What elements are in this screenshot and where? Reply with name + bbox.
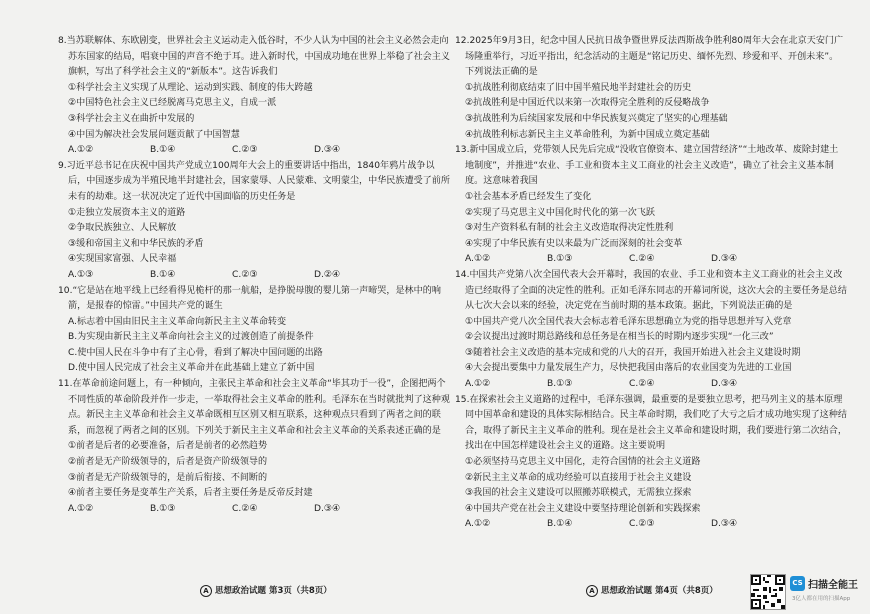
left-column: [58, 34, 450, 517]
question-q13: [455, 143, 847, 268]
question-option: ④前者主要任务是变革生产关系，后者主要任务是反帝反封建: [68, 488, 313, 499]
question-option: ③我国的社会主义建设可以照搬苏联模式，无需独立探索: [465, 488, 692, 499]
question-stem: 11.在革命前途问题上，有一种倾向，主张民主革命和社会主义革命“毕其功于一役”，企图把两个不同性质的革命阶段并作一步走，一举取得社会主义革命的胜利。毛泽东在当时就批判了这种观点。新民主主义革命和社会主义革命既相互区别又相互联系，这种观点只看到了两者之间的联系，而忽视了两者之间的区别。下列关于新民主主义革命和社会主义革命的关系表述正确的是: [58, 379, 450, 436]
watermark-name: 扫描全能王: [808, 580, 858, 591]
question-option: ④中国共产党在社会主义建设中要坚持理论创新和实践探索: [465, 503, 701, 514]
answer-choice: D.③④: [711, 254, 738, 265]
question-option: ①社会基本矛盾已经发生了变化: [465, 191, 592, 202]
question-option: ③随着社会主义改造的基本完成和党的八大的召开，我国开始进入社会主义建设时期: [465, 347, 801, 358]
question-option: C.使中国人民在斗争中有了主心骨，看到了解决中国问题的出路: [68, 347, 323, 358]
question-option: ③抗战胜利为后续国家发展和中华民族复兴奠定了坚实的心理基础: [465, 113, 728, 124]
question-stem: 10.“它是站在地平线上已经看得见桅杆的那一航船，是挣脱母腹的婴儿第一声啼哭，是林中的响箭，是报春的惊雷。”中国共产党的诞生: [58, 285, 441, 312]
answer-choice: C.②④: [232, 503, 258, 514]
question-stem: 13.新中国成立后，党带领人民先后完成“没收官僚资本、建立国营经济”“土地改革、废除封建土地制度”，并推进“农业、手工业和资本主义工商业的社会主义改造”，确立了社会主义基本制度。这意味着我国: [455, 145, 839, 187]
question-option: ④大会提出要集中力量发展生产力，尽快把我国由落后的农业国变为先进的工业国: [465, 363, 792, 374]
answer-choice: A.①②: [68, 145, 94, 156]
answer-choice: A.①②: [68, 503, 94, 514]
answer-choice: C.②④: [629, 379, 655, 390]
footer-left: [200, 584, 332, 597]
question-option: ④实现了中华民族有史以来最为广泛而深刻的社会变革: [465, 238, 683, 249]
watermark-subtitle: 3亿人都在用的扫描App: [792, 596, 851, 602]
answer-choice: C.②③: [232, 145, 258, 156]
question-stem: 15.在探索社会主义道路的过程中，毛泽东强调，最重要的是要独立思考，把马列主义的基本原理同中国革命和建设的具体实际相结合。民主革命时期，我们吃了大亏之后才成功地实现了这种结合，取得了新民主主义革命的胜利。现在是社会主义革命和建设时期，我们要进行第二次结合，找出在中国怎样建设社会主义的道路。这主要说明: [455, 394, 847, 452]
answer-choice: A.①②: [465, 254, 491, 265]
question-option: B.为实现由新民主主义革命向社会主义的过渡创造了前提条件: [68, 332, 314, 343]
question-option: ②争取民族独立、人民解放: [68, 223, 177, 234]
question-stem: 12.2025年9月3日，纪念中国人民抗日战争暨世界反法西斯战争胜利80周年大会在北京天安门广场隆重举行，习近平指出，纪念活动的主题是“铭记历史、缅怀先烈、珍爱和平、开创未来”。下列说法正确的是: [455, 36, 844, 78]
answer-choice: B.①③: [547, 379, 573, 390]
question-option: ②中国特色社会主义已经脱离马克思主义，自成一派: [68, 98, 277, 109]
answer-choice: B.①④: [150, 269, 176, 280]
answer-choice: C.②④: [629, 254, 655, 265]
camscanner-logo-icon: CS: [790, 576, 805, 591]
question-option: ①抗战胜利彻底结束了旧中国半殖民地半封建社会的历史: [465, 82, 692, 93]
question-option: ④中国为解决社会发展问题贡献了中国智慧: [68, 129, 240, 140]
right-column: [455, 34, 847, 533]
question-option: D.使中国人民完成了社会主义革命并在此基础上建立了新中国: [68, 363, 315, 374]
question-option: ③前者是无产阶级领导的，是前后衔接、不间断的: [68, 472, 268, 483]
paper-version-mark: A: [586, 585, 598, 597]
question-option: ③缓和帝国主义和中华民族的矛盾: [68, 238, 204, 249]
answer-choice: B.①④: [150, 145, 176, 156]
question-q14: [455, 268, 847, 393]
question-q8: [58, 34, 450, 159]
answer-choices: [58, 268, 450, 284]
question-option: ③对生产资料私有制的社会主义改造取得决定性胜利: [465, 223, 674, 234]
question-q9: [58, 159, 450, 284]
answer-choices: [455, 377, 847, 393]
question-option: ③科学社会主义在曲折中发展的: [68, 113, 195, 124]
question-option: ②新民主主义革命的成功经验可以直接用于社会主义建设: [465, 472, 692, 483]
answer-choice: D.③④: [711, 519, 738, 530]
qr-code-icon: [750, 574, 786, 610]
answer-choice: C.②③: [232, 269, 258, 280]
footer-right-text: 思想政治试题 第4页（共8页）: [601, 586, 718, 596]
footer-right: [586, 584, 718, 597]
answer-choice: B.①③: [547, 254, 573, 265]
question-q12: [455, 34, 847, 143]
question-option: ④抗战胜利标志新民主主义革命胜利，为新中国成立奠定基础: [465, 129, 710, 140]
question-option: A.标志着中国由旧民主主义革命向新民主主义革命转变: [68, 316, 287, 327]
question-option: ①中国共产党八次全国代表大会标志着毛泽东思想确立为党的指导思想并写入党章: [465, 316, 792, 327]
question-option: ②会议提出过渡时期总路线和总任务是在相当长的时期内逐步实现“一化三改”: [465, 332, 774, 343]
answer-choice: D.②④: [314, 269, 341, 280]
answer-choice: C.②③: [629, 519, 655, 530]
question-option: ①前者是后者的必要准备，后者是前者的必然趋势: [68, 441, 268, 452]
answer-choice: B.①③: [150, 503, 176, 514]
answer-choice: B.①④: [547, 519, 573, 530]
answer-choice: D.③④: [314, 503, 341, 514]
paper-version-mark: A: [200, 585, 212, 597]
answer-choices: [58, 502, 450, 518]
answer-choices: [455, 252, 847, 268]
answer-choice: D.③④: [314, 145, 341, 156]
answer-choice: D.③④: [711, 379, 738, 390]
question-option: ①必须坚持马克思主义中国化，走符合国情的社会主义道路: [465, 457, 701, 468]
answer-choice: A.①②: [465, 379, 491, 390]
question-option: ②实现了马克思主义中国化时代化的第一次飞跃: [465, 207, 656, 218]
question-stem: 9.习近平总书记在庆祝中国共产党成立100周年大会上的重要讲话中指出，1840年鸦片战争以后，中国逐步成为半殖民地半封建社会，国家蒙辱、人民蒙难、文明蒙尘，中华民族遭受了前所未有的劫难。这一状况决定了近代中国面临的历史任务是: [58, 160, 450, 202]
answer-choices: [58, 143, 450, 159]
question-q15: [455, 393, 847, 533]
question-stem: 8.当苏联解体、东欧剧变，世界社会主义运动走入低谷时，不少人认为中国的社会主义必然会走向苏东国家的结局，唱衰中国的声音不绝于耳。进入新时代，中国成功地在世界上举稳了社会主义旗帜，写出了科学社会主义的“新版本”。这告诉我们: [58, 36, 450, 78]
question-option: ①走独立发展资本主义的道路: [68, 207, 186, 218]
question-option: ④实现国家富强、人民幸福: [68, 254, 177, 265]
answer-choice: A.①②: [465, 519, 491, 530]
question-q11: [58, 377, 450, 517]
scanner-watermark: [742, 572, 870, 612]
answer-choices: [455, 517, 847, 533]
question-option: ②抗战胜利是中国近代以来第一次取得完全胜利的反侵略战争: [465, 98, 710, 109]
question-stem: 14.中国共产党第八次全国代表大会开幕时，我国的农业、手工业和资本主义工商业的社会主义改造已经取得了全面的决定性的胜利。正如毛泽东同志的开幕词所说，这次大会的主要任务是总结从七次大会以来的经验，决定党在当前时期的基本政策。据此，下列说法正确的是: [455, 269, 847, 312]
question-option: ②前者是无产阶级领导的，后者是资产阶级领导的: [68, 457, 268, 468]
answer-choice: A.①③: [68, 269, 94, 280]
question-q10: [58, 284, 450, 378]
footer-left-text: 思想政治试题 第3页（共8页）: [215, 586, 332, 596]
question-option: ①科学社会主义实现了从理论、运动到实践、制度的伟大跨越: [68, 82, 313, 93]
